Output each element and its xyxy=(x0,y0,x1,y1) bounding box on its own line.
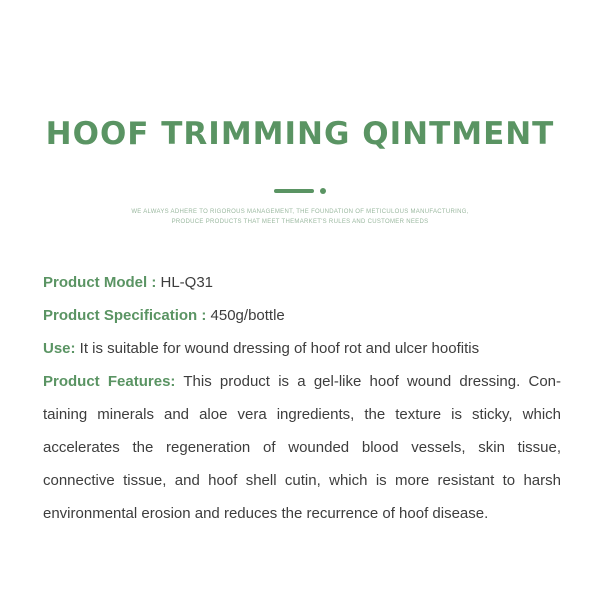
product-model-label: Product Model : xyxy=(43,274,157,291)
page-title: HOOF TRIMMING QINTMENT xyxy=(45,116,555,152)
product-specs xyxy=(43,266,561,530)
use-label: Use: xyxy=(43,340,76,357)
use-value: It is suitable for wound dressing of hoof rot and ulcer hoofitis xyxy=(75,340,480,357)
product-model-value: HL-Q31 xyxy=(156,274,214,291)
title-divider xyxy=(274,189,334,195)
product-spec-label: Product Specification : xyxy=(43,307,207,324)
divider-dot xyxy=(320,188,326,194)
product-spec-row xyxy=(43,299,561,332)
divider-bar xyxy=(274,189,314,193)
tagline-line-2: PRODUCE PRODUCTS THAT MEET THEMARKET'S RULES AND CUSTOMER NEEDS xyxy=(171,219,429,225)
product-spec-value: 450g/bottle xyxy=(206,307,285,324)
product-model-row xyxy=(43,266,561,299)
product-features-value: This product is a gel-like hoof wound dressing. Con-taining minerals and aloe vera ingredients, the texture is sticky, which accelerates the regeneration of wounded blood vessels, skin tissue, connective tissue, and hoof shell cutin, which is more resistant to harsh environmental erosion and reduces the recurrence of hoof disease. xyxy=(43,373,562,522)
tagline-line-1: WE ALWAYS ADHERE TO RIGOROUS MANAGEMENT, THE FOUNDATION OF METICULOUS MANUFACTURING, xyxy=(131,209,469,215)
product-features-label: Product Features: xyxy=(43,373,176,390)
tagline xyxy=(0,207,600,227)
product-features-row xyxy=(43,365,561,530)
use-row xyxy=(43,332,561,365)
